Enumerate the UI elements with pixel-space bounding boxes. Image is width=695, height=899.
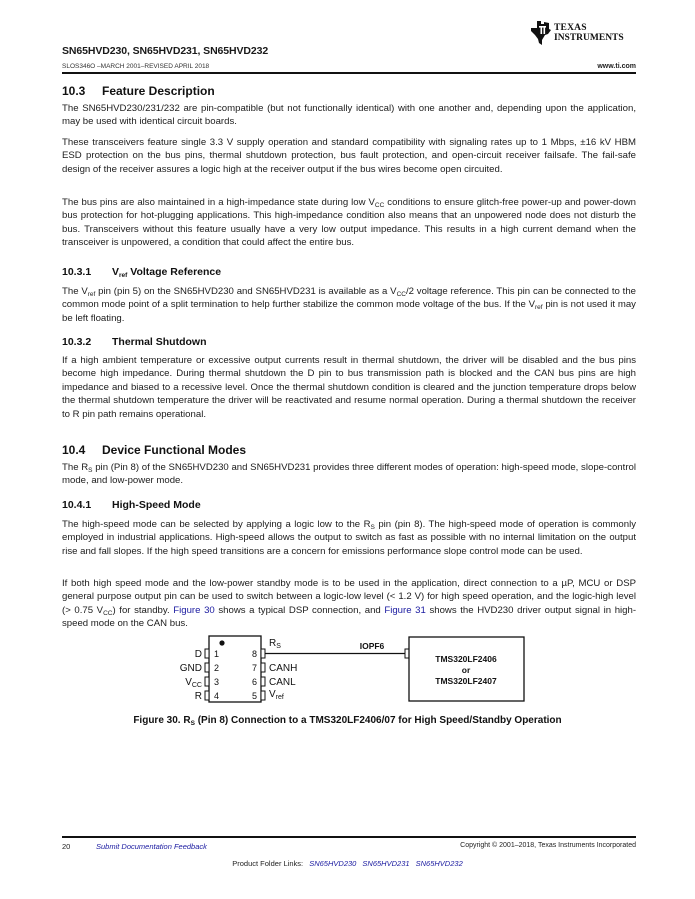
pin-number-5: 5 — [251, 691, 257, 701]
ti-texas-logo-icon — [530, 20, 552, 46]
text-fragment: pin (pin 8). The high-speed mode of operation is commonly employed in industrial applications. High-speed allows the output to switch as fast as possible with no internal limitation on the output rise and fall slopes. If the high speed transitions are a concern for emissions performance slope control mode can be used. — [62, 519, 636, 557]
pin-number-3: 3 — [214, 677, 220, 687]
text-fragment: Figure 30. R — [133, 715, 191, 726]
product-folder-links — [0, 859, 695, 868]
paragraph-vref — [62, 285, 636, 325]
figure-30-diagram — [165, 634, 545, 704]
pin-label-canh: CANH — [269, 663, 298, 674]
text-fragment: (Pin 8) Connection to a TMS320LF2406/07 for High Speed/Standby Operation — [194, 715, 562, 726]
paragraph-rs-modes — [62, 461, 636, 488]
dsp-label-line1: TMS320LF2406 — [435, 654, 497, 664]
section-number: 10.3 — [62, 84, 86, 98]
product-link-sn65hvd232[interactable]: SN65HVD232 — [415, 859, 463, 868]
pin-number-2: 2 — [214, 663, 220, 673]
pin-number-6: 6 — [251, 677, 257, 687]
text-fragment: The V — [62, 286, 88, 297]
section-heading-10-3-2 — [62, 336, 207, 348]
dsp-label-line2: TMS320LF2407 — [435, 676, 497, 686]
ti-logo-text — [554, 23, 624, 43]
text-fragment: S — [190, 720, 195, 727]
section-heading-10-3-1 — [62, 266, 221, 278]
text-fragment: CC — [374, 202, 385, 209]
section-title: Device Functional Modes — [102, 443, 247, 457]
paragraph-standby-connection — [62, 577, 636, 631]
pin-label-rs — [269, 638, 281, 650]
text-fragment: ref — [119, 272, 128, 279]
section-heading-10-3 — [62, 84, 215, 98]
wire-label-iopf6: IOPF6 — [359, 641, 385, 651]
text-fragment: pin (pin 5) on the SN65HVD230 and SN65HVD231 is available as a V — [95, 286, 397, 297]
section-number: 10.3.2 — [62, 336, 92, 348]
figure-30-caption — [0, 715, 695, 726]
section-title: Feature Description — [102, 84, 215, 98]
text-fragment: V — [185, 677, 192, 688]
pin-label-vcc — [185, 677, 202, 689]
section-number: 10.3.1 — [62, 266, 92, 278]
document-title: SN65HVD230, SN65HVD231, SN65HVD232 — [62, 45, 269, 57]
pin-number-1: 1 — [214, 649, 220, 659]
text-fragment: conditions to ensure glitch-free power-up and power-down bus protection for hot-plugging applications. This high-impedance condition also means that an unpowered node does not disturb the bus. Transceivers without this feature usually have a very low output impedance. This results in a high current demand when the transceiver is unpowered, a condition that could affect the entire bus. — [62, 197, 636, 249]
dsp-label-or: or — [461, 665, 471, 675]
text-fragment: CC — [191, 682, 202, 689]
text-fragment: /2 voltage reference. This pin can be connected to the common mode point of a split termination to help further stabilize the common mode voltage of the bus. If the V — [62, 286, 636, 311]
text-fragment: CC — [396, 291, 406, 298]
paragraph-high-impedance — [62, 196, 636, 250]
text-fragment: The R — [62, 462, 89, 473]
text-fragment: shows a typical DSP connection, and — [214, 604, 385, 616]
section-number: 10.4.1 — [62, 499, 92, 511]
paragraph-thermal-shutdown: If a high ambient temperature or excessive output currents result in thermal shutdown, the driver will be disabled and the bus pins become high impedance. During thermal shutdown the D pin to bus transmission path is blocked and the CAN bus pins are high impedance and biased to a recessive level. Once the thermal shutdown condition is cleared and the junction temperature drops below the thermal shutdown temperature the driver will be reactivated and resume normal operation. During a thermal shutdown the receiver to R pin path remains operational. — [62, 355, 636, 420]
figure-31-link[interactable]: Figure 31 — [384, 604, 426, 616]
text-fragment: V — [112, 266, 120, 278]
footer-divider — [62, 836, 636, 838]
text-fragment: pin is not used it may be left floating. — [62, 299, 636, 324]
pin-number-8: 8 — [251, 649, 257, 659]
text-fragment: ) for standby. — [112, 604, 174, 616]
pin-label-d: D — [194, 649, 202, 660]
section-heading-10-4-1 — [62, 499, 201, 511]
text-fragment: CC — [103, 609, 113, 617]
text-fragment: S — [370, 524, 375, 531]
logo-line-texas: TEXAS — [554, 23, 587, 33]
product-links-label: Product Folder Links: — [232, 859, 304, 868]
text-fragment: Voltage Reference — [127, 266, 222, 278]
website-link[interactable]: www.ti.com — [597, 63, 636, 70]
text-fragment: ref — [87, 291, 96, 298]
pin-number-4: 4 — [214, 691, 220, 701]
text-fragment: pin (Pin 8) of the SN65HVD230 and SN65HVD231 provides three different modes of operation: high-speed mode, slope-control mode, and low-power mode. — [62, 462, 636, 487]
text-fragment: The high-speed mode can be selected by applying a logic low to the R — [62, 519, 371, 530]
paragraph-transceiver-features: These transceivers feature single 3.3 V supply operation and standard compatibility with signaling rates up to 1 Mbps, ±16 kV HBM ESD protection on the bus pins, thermal shutdown protection, bus fault protection, and open-circuit receiver failsafe. The fail-safe design of the receiver assures a logic high at the receiver output if the bus wires become open circuited. — [62, 137, 636, 175]
copyright-notice: Copyright © 2001–2018, Texas Instruments Incorporated — [460, 842, 636, 849]
text-fragment: S — [88, 467, 93, 474]
pin1-marker — [219, 640, 224, 645]
section-title: High-Speed Mode — [112, 499, 201, 511]
text-fragment: ref — [275, 694, 284, 701]
product-link-sn65hvd230[interactable]: SN65HVD230 — [309, 859, 357, 868]
pin-label-vref — [269, 689, 284, 701]
product-link-sn65hvd231[interactable]: SN65HVD231 — [362, 859, 410, 868]
section-title: Thermal Shutdown — [112, 336, 207, 348]
pin-number-7: 7 — [251, 663, 257, 673]
text-fragment: V — [269, 689, 276, 700]
paragraph-pin-compatible: The SN65HVD230/231/232 are pin-compatible (but not functionally identical) with one another and, depending upon the application, may be used with identical circuit boards. — [62, 103, 636, 128]
text-fragment: S — [276, 643, 281, 650]
figure-30-link[interactable]: Figure 30 — [173, 604, 215, 616]
page-number: 20 — [62, 842, 71, 851]
paragraph-high-speed-mode — [62, 518, 636, 558]
logo-line-instruments: INSTRUMENTS — [554, 33, 624, 43]
pin-label-r: R — [194, 691, 202, 702]
text-fragment: ref — [534, 304, 543, 312]
header-divider — [62, 72, 636, 74]
section-number: 10.4 — [62, 443, 86, 457]
submit-feedback-link[interactable]: Submit Documentation Feedback — [96, 842, 207, 851]
text-fragment: R — [269, 638, 277, 649]
document-id: SLOS346O –MARCH 2001–REVISED APRIL 2018 — [62, 63, 210, 70]
pin-label-gnd: GND — [179, 663, 202, 674]
section-heading-10-4 — [62, 443, 246, 457]
pin-label-canl: CANL — [269, 677, 296, 688]
text-fragment: shows the HVD230 driver output signal in high-speed mode on the CAN bus. — [62, 604, 637, 630]
ti-logo — [530, 20, 640, 50]
text-fragment: If both high speed mode and the low-power standby mode is to be used in the application, direct connection to a µP, MCU or DSP general purpose output pin can be used to switch between a logic-low level (< 1.2 V) for high speed operation, and the logic-high level (> 0.75 V — [62, 578, 636, 616]
text-fragment: The bus pins are also maintained in a high-impedance state during low V — [62, 197, 375, 208]
